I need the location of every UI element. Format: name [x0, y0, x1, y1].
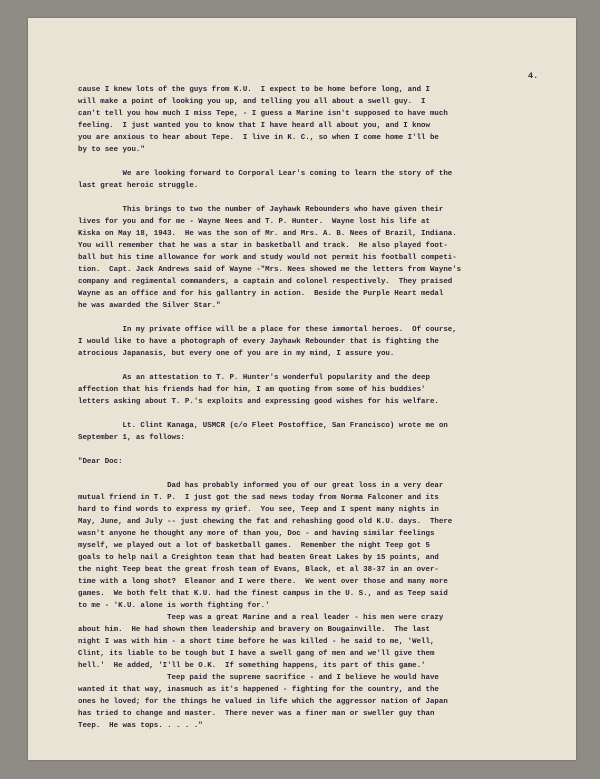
text-line: Clint, its liable to be tough but I have a swell gang of men and we'll give them: [78, 650, 435, 658]
text-line: affection that his friends had for him, I am quoting from some of his buddies': [78, 386, 426, 394]
text-line: mutual friend in T. P. I just got the sad news today from Norma Falconer and its: [78, 494, 439, 502]
text-line: to me - 'K.U. alone is worth fighting for.': [78, 602, 270, 610]
paragraph: [78, 372, 558, 408]
paragraph: [78, 420, 558, 444]
text-line: has tried to change and master. There never was a finer man or sweller guy than: [78, 710, 435, 718]
text-line: As an attestation to T. P. Hunter's wonderful popularity and the deep: [78, 374, 430, 382]
text-line: letters asking about T. P.'s exploits and expressing good wishes for his welfare.: [78, 398, 439, 406]
text-line: games. We both felt that K.U. had the finest campus in the U. S., and as Teep said: [78, 590, 448, 598]
paragraph: [78, 84, 558, 156]
paragraph-gap: [78, 360, 558, 372]
letter-body: [78, 84, 558, 732]
text-line: hard to find words to express my grief. You see, Teep and I spent many nights in: [78, 506, 439, 514]
text-line: feeling. I just wanted you to know that I have heard all about you, and I know: [78, 122, 430, 130]
text-line: you are anxious to hear about Tepe. I live in K. C., so when I come home I'll be: [78, 134, 439, 142]
text-line: myself, we played out a lot of basketball games. Remember the night Teep got 5: [78, 542, 430, 550]
text-line: lives for you and for me - Wayne Nees and T. P. Hunter. Wayne lost his life at: [78, 218, 430, 226]
text-line: September 1, as follows:: [78, 434, 185, 442]
paragraph-gap: [78, 192, 558, 204]
text-line: Teep paid the supreme sacrifice - and I believe he would have: [78, 674, 439, 682]
page-number: 4.: [528, 71, 539, 81]
paragraph-gap: [78, 444, 558, 456]
text-line: ones he loved; for the things he valued in life which the aggressor nation of Japan: [78, 698, 448, 706]
paragraph-gap: [78, 468, 558, 480]
text-line: ball but his time allowance for work and study would not permit his football competi-: [78, 254, 457, 262]
text-line: Teep was a great Marine and a real leader - his men were crazy: [78, 614, 444, 622]
paragraph: [78, 324, 558, 360]
paragraph-gap: [78, 156, 558, 168]
text-line: In my private office will be a place for these immortal heroes. Of course,: [78, 326, 457, 334]
text-line: atrocious Japanasis, but every one of you are in my mind, I assure you.: [78, 350, 395, 358]
paragraph-gap: [78, 408, 558, 420]
paragraph: [78, 456, 558, 468]
text-line: wanted it that way, inasmuch as it's happened - fighting for the country, and the: [78, 686, 439, 694]
text-line: I would like to have a photograph of every Jayhawk Rebounder that is fighting the: [78, 338, 439, 346]
text-line: by to see you.": [78, 146, 145, 154]
text-line: Dad has probably informed you of our great loss in a very dear: [78, 482, 444, 490]
text-line: cause I knew lots of the guys from K.U. I expect to be home before long, and I: [78, 86, 430, 94]
text-line: Lt. Clint Kanaga, USMCR (c/o Fleet Postoffice, San Francisco) wrote me on: [78, 422, 448, 430]
text-line: You will remember that he was a star in basketball and track. He also played foot-: [78, 242, 448, 250]
text-line: We are looking forward to Corporal Lear's coming to learn the story of the: [78, 170, 453, 178]
text-line: hell.' He added, 'I'll be O.K. If something happens, its part of this game.': [78, 662, 426, 670]
text-line: time with a long shot? Eleanor and I were there. We went over those and many more: [78, 578, 448, 586]
text-line: he was awarded the Silver Star.": [78, 302, 221, 310]
text-line: company and regimental commanders, a captain and colonel respectively. They praised: [78, 278, 453, 286]
text-line: Kiska on May 18, 1943. He was the son of Mr. and Mrs. A. B. Nees of Brazil, Indiana.: [78, 230, 457, 238]
text-line: Teep. He was tops. . . . .": [78, 722, 203, 730]
text-line: This brings to two the number of Jayhawk Rebounders who have given their: [78, 206, 444, 214]
paragraph-gap: [78, 312, 558, 324]
paragraph: [78, 168, 558, 192]
text-line: last great heroic struggle.: [78, 182, 199, 190]
text-line: goals to help nail a Creighton team that had beaten Great Lakes by 15 points, and: [78, 554, 439, 562]
text-line: will make a point of looking you up, and telling you all about a swell guy. I: [78, 98, 426, 106]
text-line: night I was with him - a short time before he was killed - he said to me, 'Well,: [78, 638, 435, 646]
text-line: wasn't anyone he thought any more of than you, Doc - and having similar feelings: [78, 530, 435, 538]
text-line: about him. He had shown them leadership and bravery on Bougainville. The last: [78, 626, 430, 634]
paragraph: [78, 480, 558, 732]
text-line: Wayne as an office and for his gallantry in action. Beside the Purple Heart medal: [78, 290, 444, 298]
text-line: tion. Capt. Jack Andrews said of Wayne -"Mrs. Nees showed me the letters from Wayne's: [78, 266, 462, 274]
text-line: can't tell you how much I miss Tepe, - I guess a Marine isn't supposed to have much: [78, 110, 448, 118]
text-line: the night Teep beat the great frosh team of Evans, Black, et al 38-37 in an over-: [78, 566, 439, 574]
text-line: "Dear Doc:: [78, 458, 123, 466]
document-page: [28, 18, 576, 760]
paragraph: [78, 204, 558, 312]
text-line: May, June, and July -- just chewing the fat and rehashing good old K.U. days. There: [78, 518, 453, 526]
